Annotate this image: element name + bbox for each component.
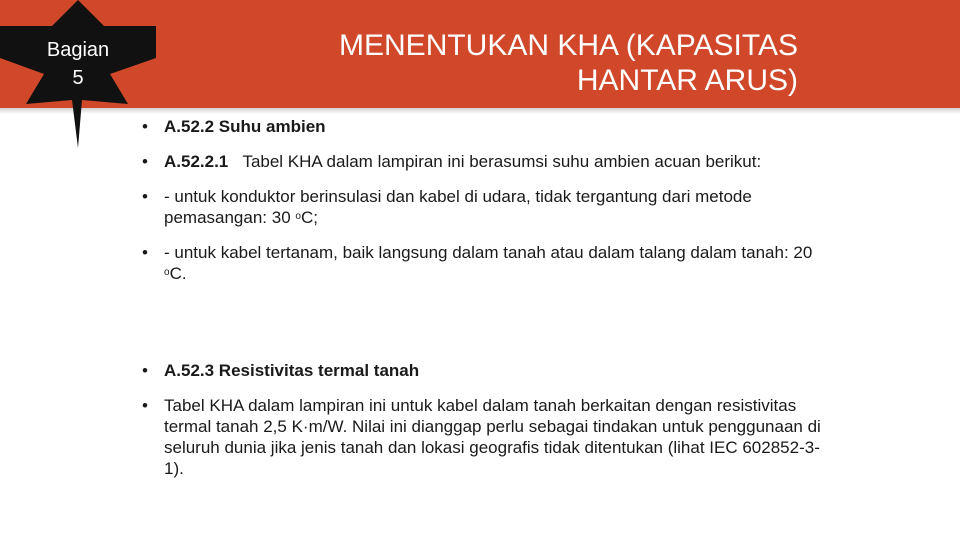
- air-temp-text: - untuk konduktor berinsulasi dan kabel di udara, tidak tergantung dari metode pemasangan: 30: [164, 187, 752, 227]
- clause-number: A.52.2.1: [164, 152, 229, 171]
- page-title-line1: MENENTUKAN KHA (KAPASITAS: [339, 29, 798, 62]
- list-item: [142, 116, 822, 137]
- air-temp-unit: C;: [300, 208, 318, 227]
- ground-temp-unit: C.: [169, 264, 187, 283]
- list-item: [142, 242, 822, 284]
- page-title: [230, 28, 798, 98]
- bullet-icon: •: [142, 396, 148, 415]
- degree-sup: o: [164, 267, 170, 278]
- degree-sup: o: [295, 211, 301, 222]
- list-item: [142, 395, 822, 479]
- section-badge-line2: 5: [72, 67, 84, 89]
- bullet-list: [142, 116, 822, 493]
- section-badge-line1: Bagian: [46, 39, 110, 61]
- list-item: [142, 151, 822, 172]
- heading-suhu-ambien: A.52.2 Suhu ambien: [164, 117, 326, 136]
- page-title-line2: HANTAR ARUS): [576, 64, 798, 97]
- resistivity-text: Tabel KHA dalam lampiran ini untuk kabel dalam tanah berkaitan dengan resistivitas termal tanah 2,5 K·m/W. Nilai ini dianggap perlu sebagai tindakan untuk penggunaan di seluruh dunia jika jenis tanah dan lokasi geografis tidak ditentukan (lihat IEC 602852-3-1).: [164, 396, 821, 478]
- bullet-icon: •: [142, 152, 148, 171]
- heading-resistivitas: A.52.3 Resistivitas termal tanah: [164, 361, 420, 380]
- ground-temp-text: - untuk kabel tertanam, baik langsung dalam tanah atau dalam talang dalam tanah: 20: [164, 243, 813, 262]
- list-item: [142, 360, 822, 381]
- section-badge: [0, 0, 156, 148]
- bullet-icon: •: [142, 117, 148, 136]
- list-item: [142, 186, 822, 228]
- section-badge-label: [28, 36, 128, 92]
- bullet-icon: •: [142, 361, 148, 380]
- bullet-icon: •: [142, 187, 148, 206]
- spacer: [142, 298, 822, 360]
- bullet-icon: •: [142, 243, 148, 262]
- clause-text: Tabel KHA dalam lampiran ini berasumsi suhu ambien acuan berikut:: [242, 152, 762, 171]
